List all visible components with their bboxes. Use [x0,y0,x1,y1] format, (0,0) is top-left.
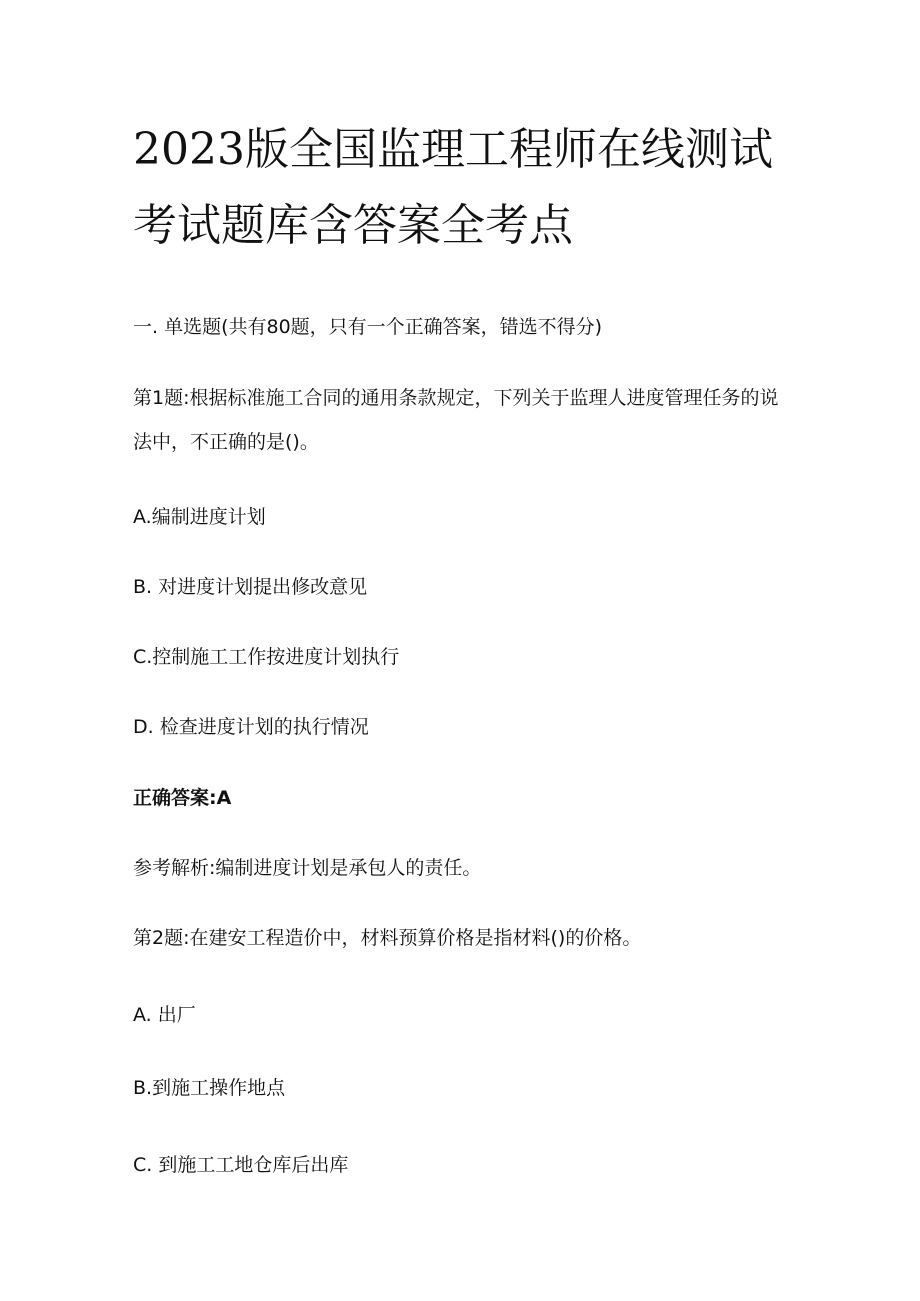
question-1-option-a: A.编制进度计划 [133,506,266,528]
document-title: 2023版全国监理工程师在线测试考试题库含答案全考点 [133,124,773,251]
question-1-option-d: D. 检查进度计划的执行情况 [133,716,369,738]
question-2-option-a: A. 出厂 [133,1004,196,1026]
question-1-stem: 第1题:根据标准施工合同的通用条款规定，下列关于监理人进度管理任务的说法中，不正确的是()。 [133,387,779,453]
question-2-option-c: C. 到施工工地仓库后出库 [133,1154,349,1176]
question-2-option-b: B.到施工操作地点 [133,1077,286,1099]
question-2-stem: 第2题:在建安工程造价中，材料预算价格是指材料()的价格。 [133,927,642,949]
question-1-answer: 正确答案:A [133,787,232,809]
question-1-analysis: 参考解析:编制进度计划是承包人的责任。 [133,857,482,879]
question-1-option-c: C.控制施工工作按进度计划执行 [133,646,400,668]
question-1-option-b: B. 对进度计划提出修改意见 [133,576,368,598]
section-heading: 一. 单选题(共有80题，只有一个正确答案，错选不得分) [133,316,603,338]
